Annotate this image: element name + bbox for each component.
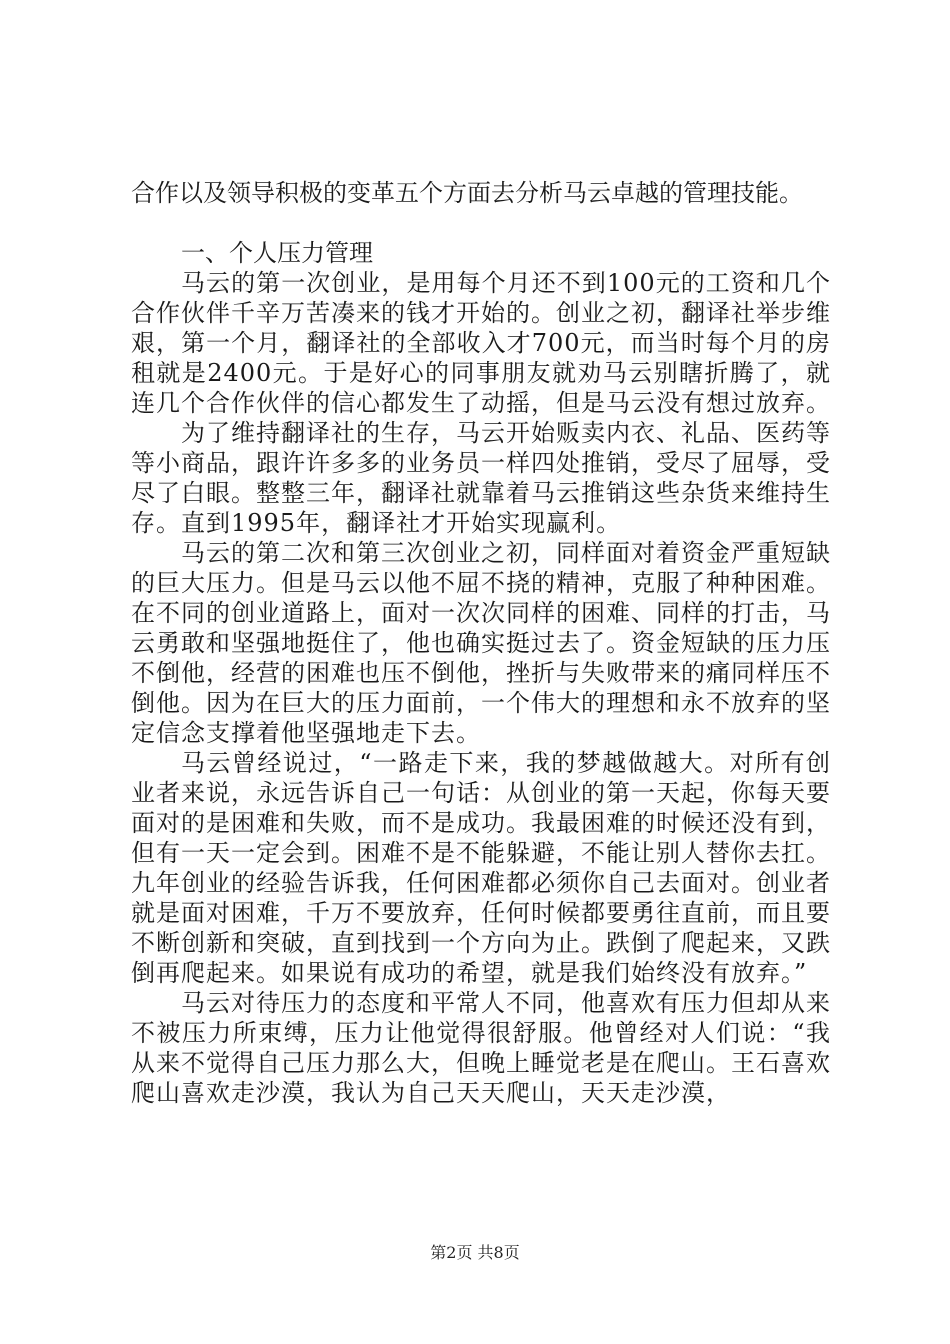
paragraph-1: 马云的第一次创业，是用每个月还不到100元的工资和几个合作伙伴千辛万苦凑来的钱才开始的。创业之初，翻译社举步维艰，第一个月，翻译社的全部收入才700元，而当时每个月的房租就是2400元。于是好心的同事朋友就劝马云别瞎折腾了，就连几个合作伙伴的信心都发生了动摇，但是马云没有想过放弃。 xyxy=(131,269,831,417)
paragraph-5: 马云对待压力的态度和平常人不同，他喜欢有压力但却从来不被压力所束缚，压力让他觉得很舒服。他曾经对人们说：“我从来不觉得自己压力那么大，但晚上睡觉老是在爬山。王石喜欢爬山喜欢走沙漠，我认为自己天天爬山，天天走沙漠， xyxy=(131,989,831,1107)
paragraph-4: 马云曾经说过，“一路走下来，我的梦越做越大。对所有创业者来说，永远告诉自己一句话：从创业的第一天起，你每天要面对的是困难和失败，而不是成功。我最困难的时候还没有到，但有一天一定会到。困难不是不能躲避，不能让别人替你去扛。九年创业的经验告诉我，任何困难都必须你自己去面对。创业者就是面对困难，千万不要放弃，任何时候都要勇往直前，而且要不断创新和突破，直到找到一个方向为止。跌倒了爬起来，又跌倒再爬起来。如果说有成功的希望，就是我们始终没有放弃。” xyxy=(131,749,831,987)
document-body xyxy=(131,174,831,1108)
section-heading: 一、个人压力管理 xyxy=(181,239,373,267)
intro-line: 合作以及领导积极的变革五个方面去分析马云卓越的管理技能。 xyxy=(131,179,803,207)
paragraph-2: 为了维持翻译社的生存，马云开始贩卖内衣、礼品、医药等等小商品，跟许许多多的业务员一样四处推销，受尽了屈辱，受尽了白眼。整整三年，翻译社就靠着马云推销这些杂货来维持生存。直到1995年，翻译社才开始实现赢利。 xyxy=(131,419,831,537)
page-footer: 第2页 共8页 xyxy=(430,1243,520,1262)
paragraph-3: 马云的第二次和第三次创业之初，同样面对着资金严重短缺的巨大压力。但是马云以他不屈不挠的精神，克服了种种困难。在不同的创业道路上，面对一次次同样的困难、同样的打击，马云勇敢和坚强地挺住了，他也确实挺过去了。资金短缺的压力压不倒他，经营的困难也压不倒他，挫折与失败带来的痛同样压不倒他。因为在巨大的压力面前，一个伟大的理想和永不放弃的坚定信念支撑着他坚强地走下去。 xyxy=(131,539,831,747)
